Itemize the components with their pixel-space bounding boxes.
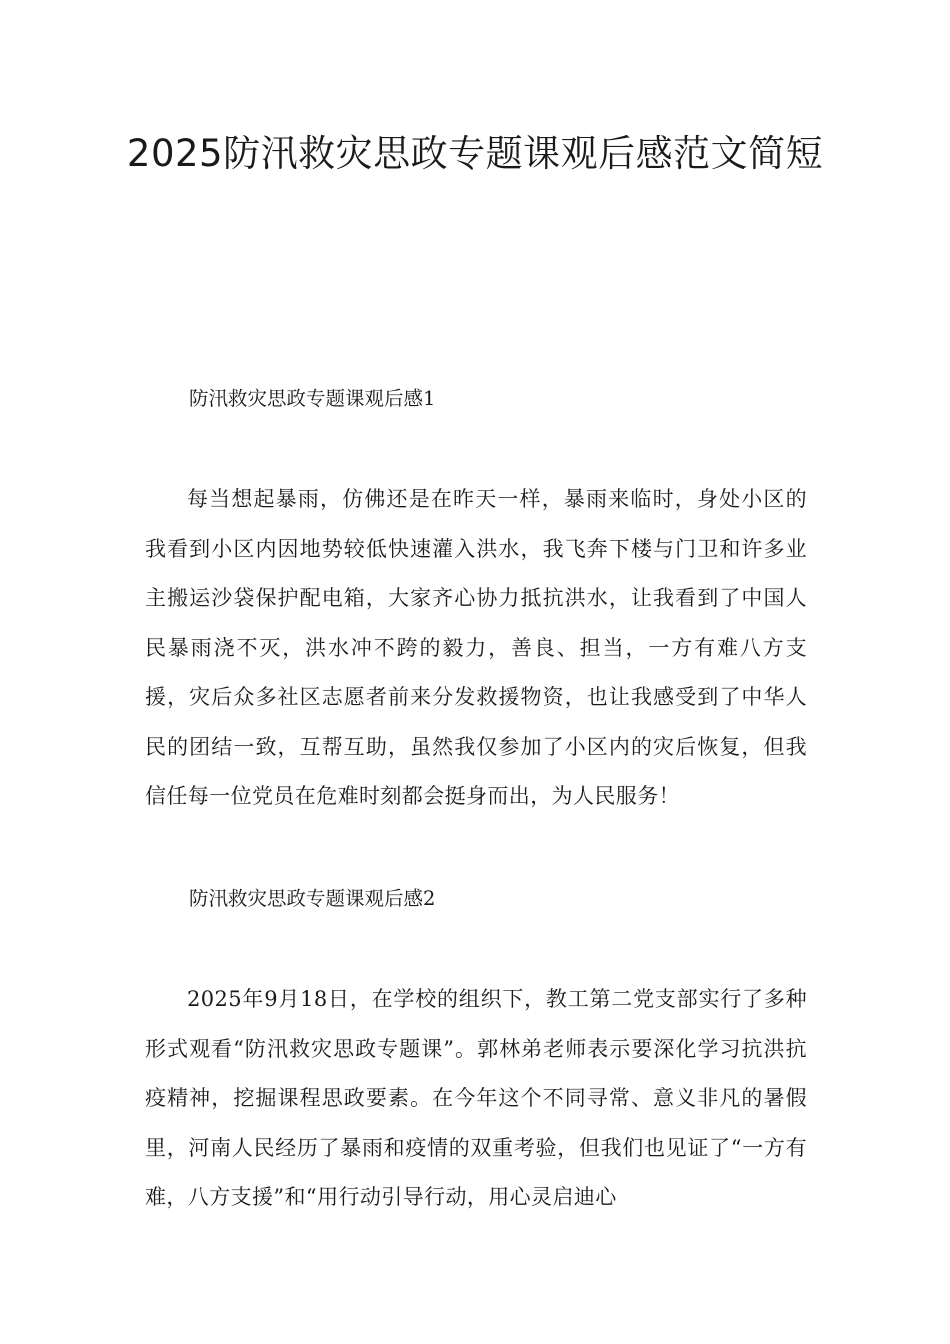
section-paragraph: 2025年9月18日，在学校的组织下，教工第二党支部实行了多种形式观看“防汛救灾思政专题课”。郭林弟老师表示要深化学习抗洪抗疫精神，挖掘课程思政要素。在今年这个不同寻常、意义非凡的暑假里，河南人民经历了暴雨和疫情的双重考验，但我们也见证了“一方有难，八方支援”和“用行动引导行动，用心灵启迪心 — [145, 987, 807, 1209]
section-paragraph: 每当想起暴雨，仿佛还是在昨天一样，暴雨来临时，身处小区的我看到小区内因地势较低快速灌入洪水，我飞奔下楼与门卫和许多业主搬运沙袋保护配电箱，大家齐心协力抵抗洪水，让我看到了中国人民暴雨浇不灭，洪水冲不跨的毅力，善良、担当，一方有难八方支援，灾后众多社区志愿者前来分发救援物资，也让我感受到了中华人民的团结一致，互帮互助，虽然我仅参加了小区内的灾后恢复，但我信任每一位党员在危难时刻都会挺身而出，为人民服务！ — [145, 487, 807, 808]
section-heading: 防汛救灾思政专题课观后感1 — [189, 387, 436, 410]
section-2-heading-block — [145, 886, 807, 912]
document-title: 2025防汛救灾思政专题课观后感范文简短 — [126, 132, 824, 175]
section-1-heading-block — [145, 386, 807, 412]
section-heading: 防汛救灾思政专题课观后感2 — [189, 887, 436, 910]
section-1-body-block — [145, 475, 807, 822]
section-2-body-block — [145, 975, 807, 1223]
